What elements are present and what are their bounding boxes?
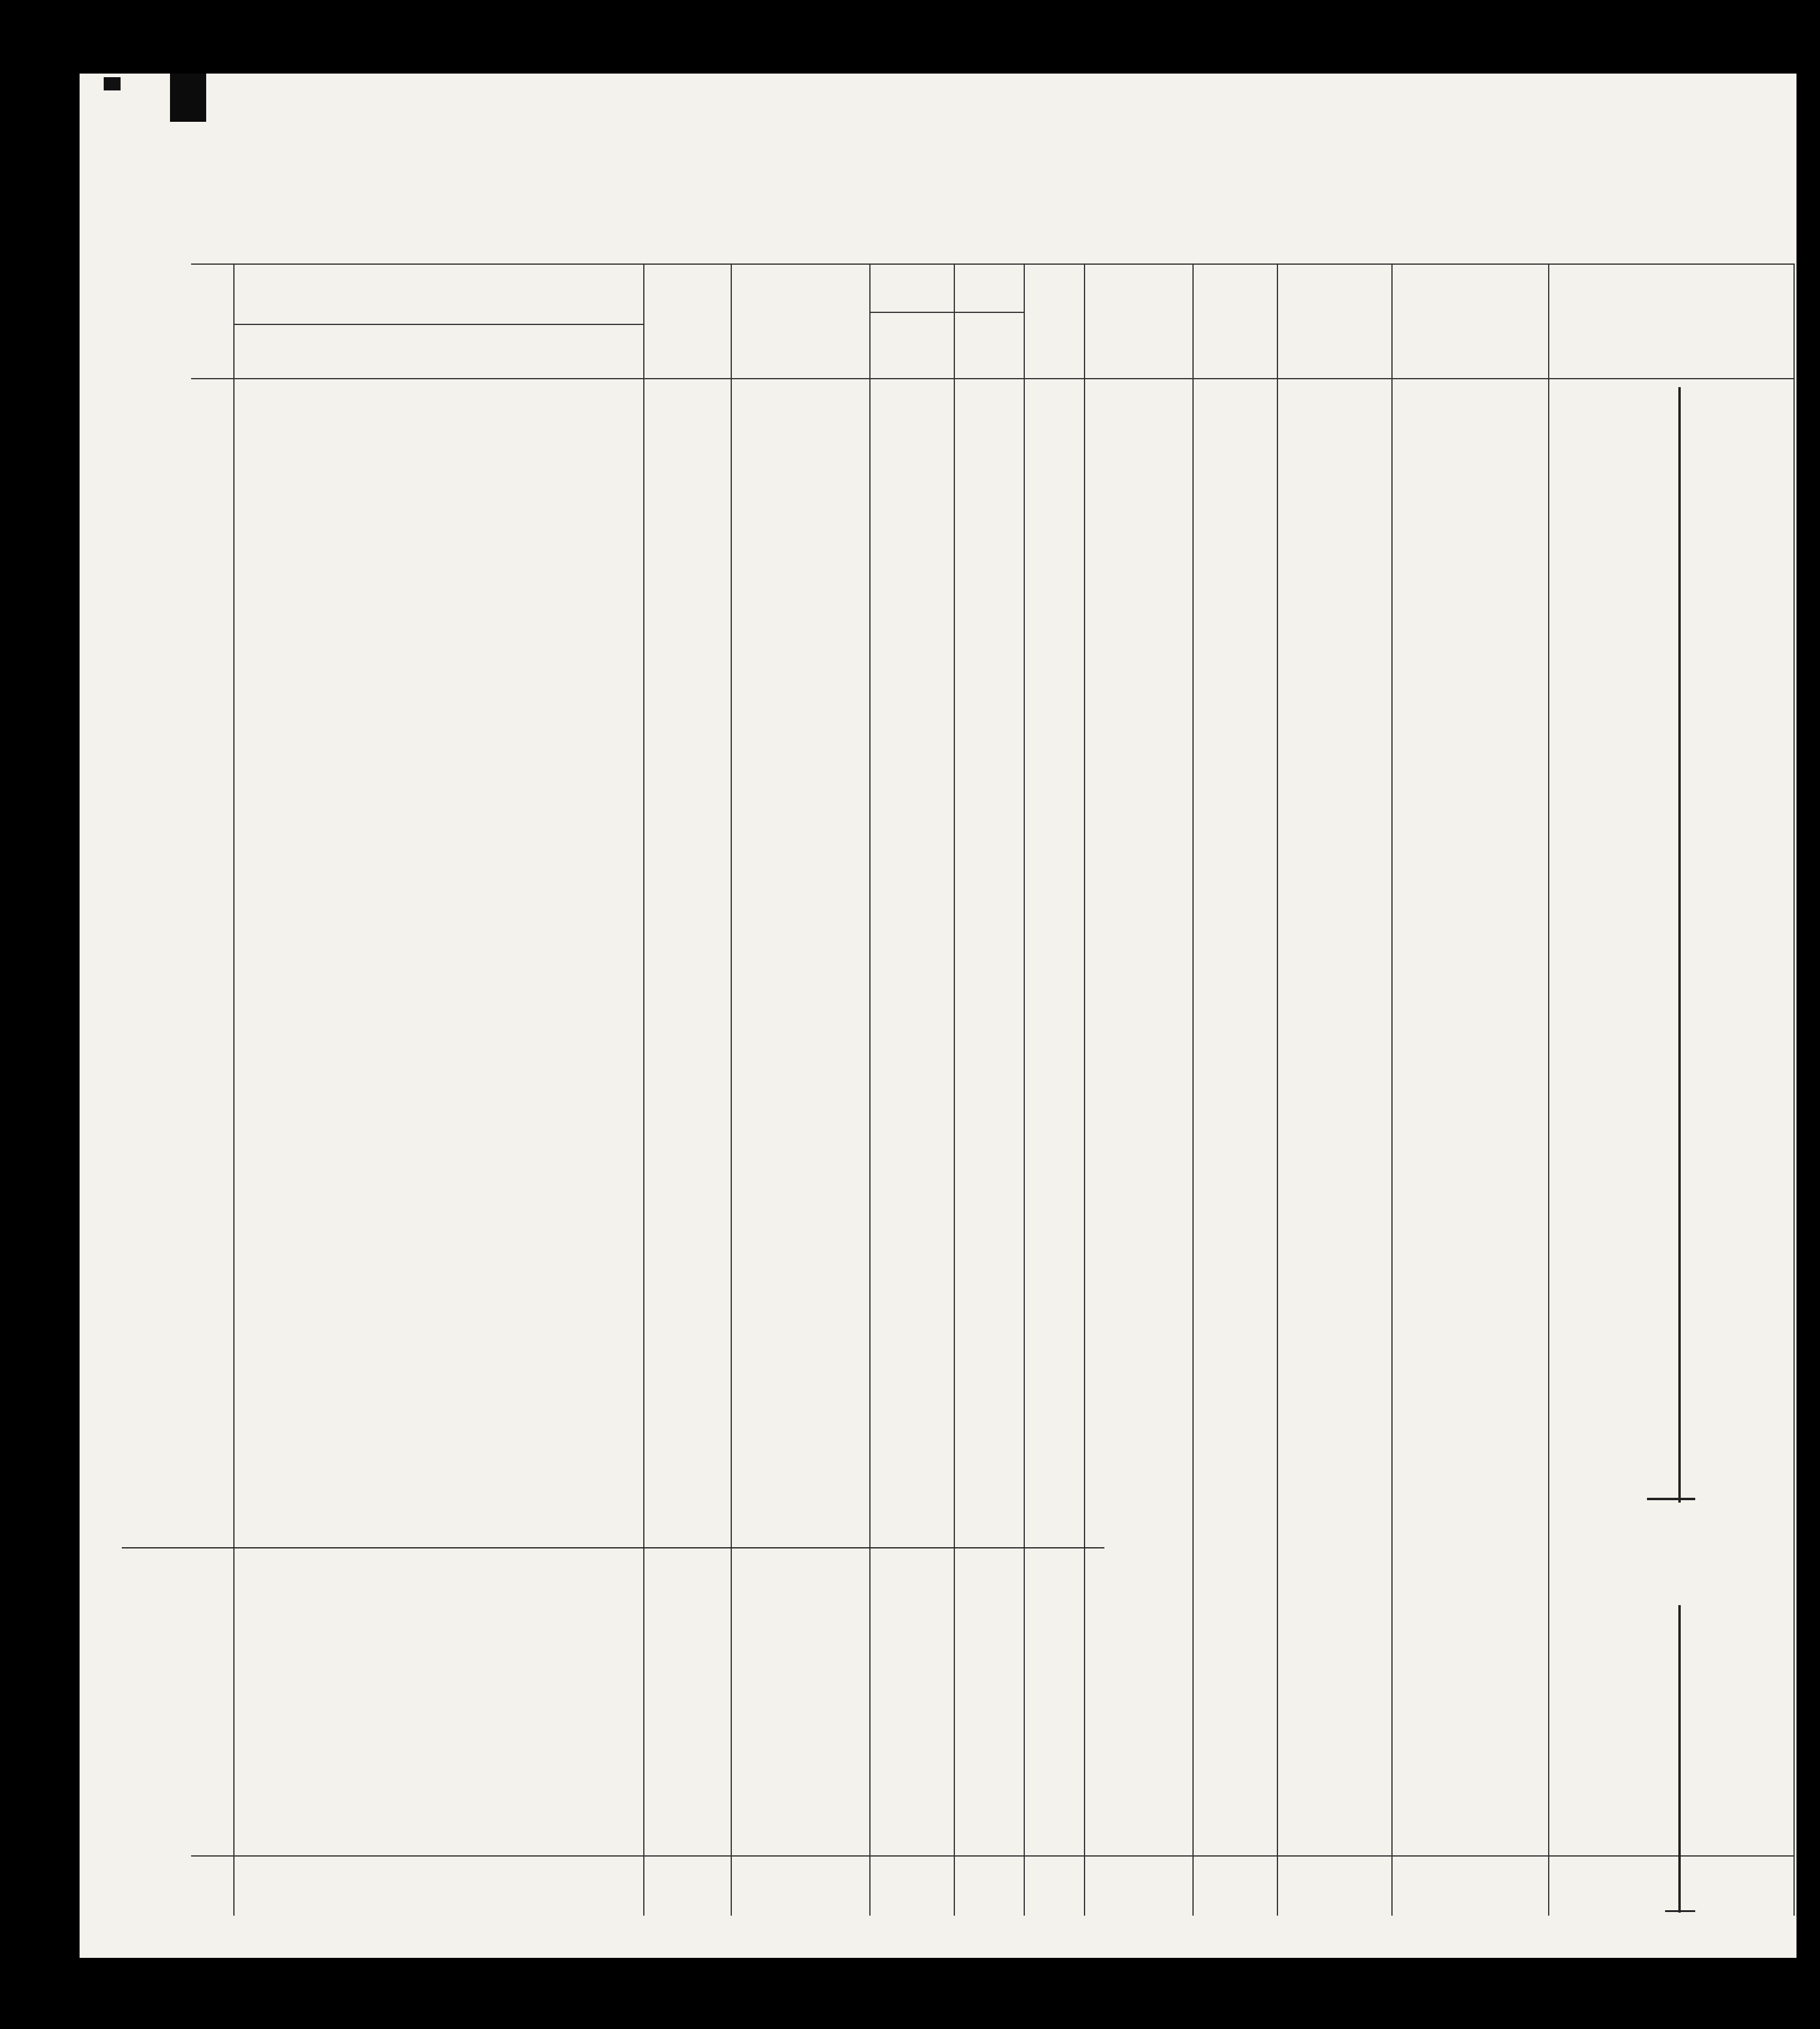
col-rule: [1793, 263, 1795, 1916]
col-rule: [643, 263, 644, 1916]
col-rule: [1277, 263, 1278, 1916]
col-rule: [1391, 263, 1393, 1916]
ditto-line-lower: [1678, 1605, 1681, 1913]
row-32-strike: [122, 1547, 1104, 1548]
footer-rule: [191, 1855, 1793, 1857]
col-rule: [1024, 263, 1025, 1916]
col-rule: [954, 263, 955, 1916]
tape-mark: [170, 74, 206, 122]
header-top-rule: [191, 263, 1793, 265]
header-bottom-rule: [191, 378, 1793, 379]
col-rule: [1084, 263, 1085, 1916]
ditto-line-upper-end: [1647, 1498, 1695, 1500]
col-rule: [233, 263, 235, 1916]
col-rule: [731, 263, 732, 1916]
col-rule: [869, 263, 871, 1916]
shipped-sub-rule: [869, 312, 1024, 313]
col-rule: [1548, 263, 1549, 1916]
col-rule: [1192, 263, 1194, 1916]
ditto-line-upper: [1678, 387, 1681, 1503]
manifest-sheet: [80, 74, 1796, 1958]
name-sub-rule: [233, 324, 643, 325]
ditto-line-lower-end: [1665, 1910, 1695, 1912]
tape-mark-2: [104, 77, 121, 90]
